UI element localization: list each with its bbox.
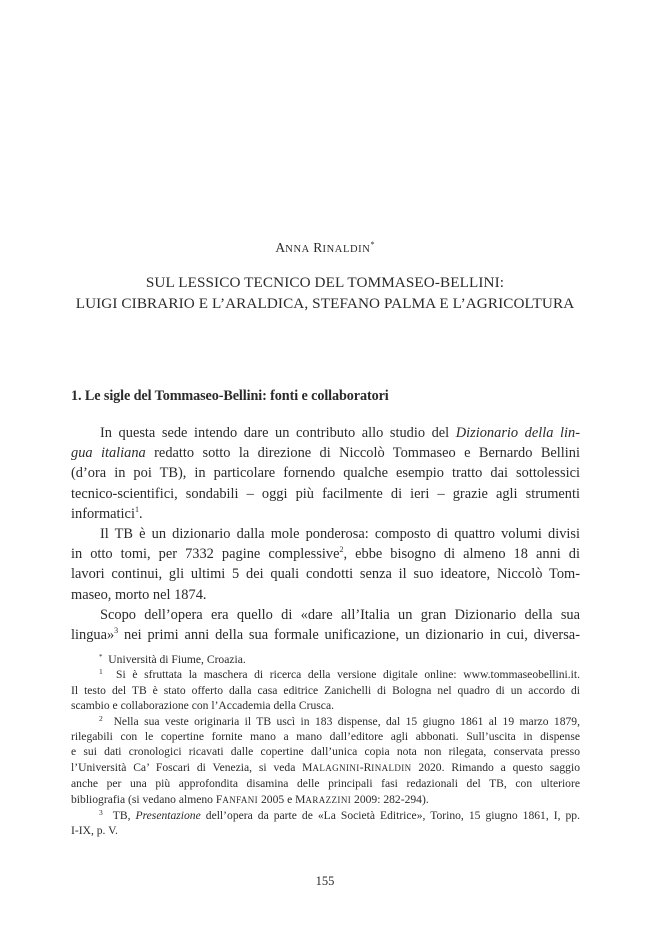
paragraph-3: Scopo dell’opera era quello di «dare all’Italia un gran Dizionario della sua lingua»$^3$ nei primi anni della sua formale unificazione, un dizionario in cui, diversa- xyxy=(71,606,580,644)
footnotes xyxy=(71,652,580,839)
footnote-ref-3[interactable]: 3 xyxy=(114,626,119,636)
title-line-2: LUIGI CIBRARIO E L’ARALDICA, STEFANO PALMA E L’AGRICOLTURA xyxy=(75,295,575,312)
paragraph-1: In questa sede intendo dare un contributo allo studio del Dizionario della lin- gua italiana redatto sotto la direzione di Niccolò Tommaseo e Bernardo Bellini (d’ora in poi TB), in particolare fornendo qualche esempio tratto dai sottolessici tecnico-scientifici, sondabili – oggi più facilmente di ieri – grazie agli strumenti informatici$^1$. xyxy=(71,425,580,522)
section-heading: 1. Le sigle del Tommaseo-Bellini: fonti e collaboratori xyxy=(71,388,389,404)
title-line-1: SUL LESSICO TECNICO DEL TOMMASEO-BELLINI: xyxy=(145,274,505,291)
footnote-ref-1[interactable]: 1 xyxy=(134,504,139,514)
author-name: ANNA RINALDIN* xyxy=(275,240,375,255)
author-footnote-marker[interactable]: * xyxy=(370,240,375,249)
body-text xyxy=(71,423,580,645)
footnote-2: $^2$ Nella sua veste originaria il TB uscì in 183 dispense, dal 15 giugno 1861 al 19 marzo 1879, rilegabili con le copertine fornite mano a mano dall’editore agli abbonati. Sull’uscita in dispense e sui dati cronologici ricavati dalle copertine dall’unica copia nota non rilegata, conservata presso l’Università Ca’ Foscari di Venezia, si veda MALAGNINI-RINALDIN 2020. Rimando a questo saggio anche per una più approfondita disamina delle principali fasi redazionali del TB, con ulteriore bibliografia (si vedano almeno FANFANI 2005 e MARAZZINI 2009: 282-294). xyxy=(71,713,580,806)
footnote-1: $^1$ Si è sfruttata la maschera di ricerca della versione digitale online: www.tommaseobellini.it. Il testo del TB è stato offerto dalla casa editrice Zanichelli di Bologna nel quadro di un accordo di scambio e collaborazione con l’Accademia della Crusca. xyxy=(71,667,580,713)
page-number: 155 xyxy=(315,874,335,888)
paragraph-2: Il TB è un dizionario dalla mole ponderosa: composto di quattro volumi divisi in otto tomi, per 7332 pagine complessive$^2$, ebbe bisogno di almeno 18 anni di lavori continui, gli ultimi 5 dei quali condotti senza il suo ideatore, Niccolò Tom- maseo, morto nel 1874. xyxy=(71,526,580,603)
footnote-star: * Università di Fiume, Croazia. xyxy=(99,653,246,666)
paper-title xyxy=(40,272,610,314)
footnote-3: $^3$ TB, Presentazione dell’opera da parte de «La Società Editrice», Torino, 15 giugno 1861, I, pp. I-IX, p. V. xyxy=(71,808,580,838)
footnote-ref-2[interactable]: 2 xyxy=(339,545,344,555)
